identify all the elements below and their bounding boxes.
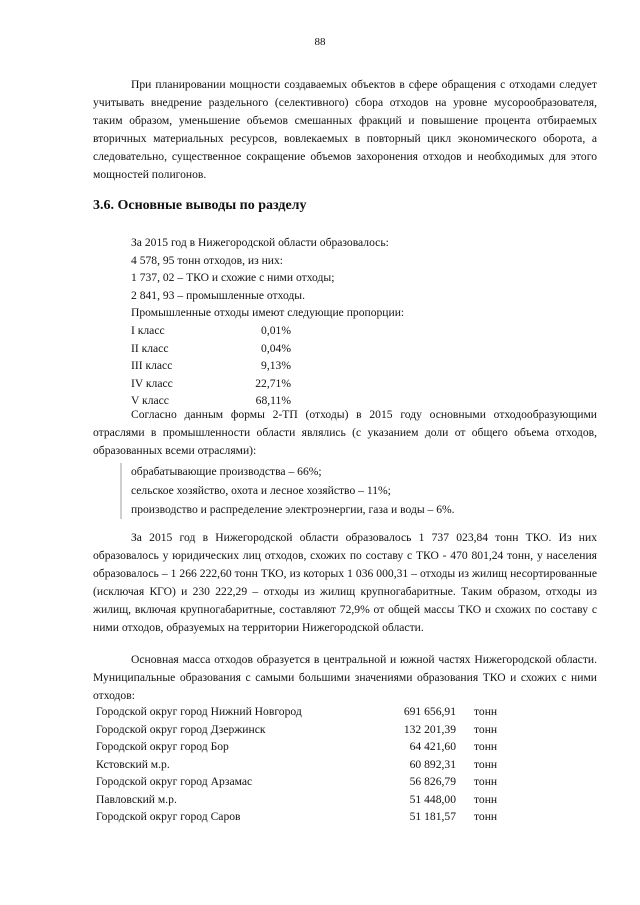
mass-paragraph xyxy=(93,651,597,705)
municipality-value: 691 656,91 xyxy=(403,705,456,718)
hazard-class-row xyxy=(131,340,291,358)
summary-block xyxy=(131,234,404,322)
municipality-unit: тонн xyxy=(474,757,498,771)
tko-paragraph xyxy=(93,529,597,637)
municipality-unit: тонн xyxy=(474,792,498,806)
summary-line: Промышленные отходы имеют следующие пропорции: xyxy=(131,306,405,320)
summary-line: 1 737, 02 – ТКО и схожие с ними отходы; xyxy=(131,271,335,285)
municipality-name: Городской округ город Бор xyxy=(96,740,229,753)
municipality-row xyxy=(96,791,516,809)
margin-bar xyxy=(120,463,122,519)
intro-paragraph-text: При планировании мощности создаваемых объектов в сфере обращения с отходами следует учитывать внедрение раздельного (селективного) сбора отходов на уровне мусорообразователя, таким образом, уменьшение объемов смешанных фракций и повышение процента отбираемых вторичных материальных ресурсов, вовлекаемых в повторный цикл экономического оборота, а следовательно, существенное сокращение объемов захоронения отходов и необходимых для этого мощностей полигонов. xyxy=(93,78,597,181)
hazard-class-table xyxy=(131,322,291,410)
municipality-unit: тонн xyxy=(474,722,498,736)
municipality-table xyxy=(96,703,516,826)
hazard-class-name: IV класс xyxy=(131,376,173,390)
municipality-name: Городской округ город Дзержинск xyxy=(96,722,266,736)
municipality-value: 51 448,00 xyxy=(409,792,456,806)
municipality-name: Городской округ город Нижний Новгород xyxy=(96,705,302,718)
hazard-class-value: 9,13% xyxy=(261,359,291,373)
section-heading: 3.6. Основные выводы по разделу xyxy=(93,198,307,213)
municipality-row xyxy=(96,808,516,826)
form-paragraph-text: Согласно данным формы 2-ТП (отходы) в 2015 году основными отходообразующими отраслями в промышленности области являлись (с указанием доли от общего объема отходов, образованных всеми отраслями): xyxy=(93,408,597,457)
page-number: 88 xyxy=(314,36,326,48)
municipality-value: 60 892,31 xyxy=(409,757,456,771)
municipality-row xyxy=(96,703,516,721)
hazard-class-value: 68,11% xyxy=(255,394,291,408)
industry-item: сельское хозяйство, охота и лесное хозяйство – 11%; xyxy=(131,484,391,497)
municipality-row xyxy=(96,721,516,739)
hazard-class-row xyxy=(131,357,291,375)
municipality-row xyxy=(96,756,516,774)
municipality-value: 56 826,79 xyxy=(409,775,456,788)
hazard-class-row xyxy=(131,322,291,340)
hazard-class-name: I класс xyxy=(131,324,165,337)
municipality-name: Городской округ город Арзамас xyxy=(96,775,253,788)
hazard-class-name: II класс xyxy=(131,341,169,355)
intro-paragraph xyxy=(93,76,597,184)
municipality-name: Городской округ город Саров xyxy=(96,810,241,823)
municipality-unit: тонн xyxy=(474,810,498,823)
municipality-value: 51 181,57 xyxy=(409,810,456,823)
municipality-name: Павловский м.р. xyxy=(96,792,177,806)
hazard-class-value: 0,04% xyxy=(261,341,291,355)
municipality-value: 64 421,60 xyxy=(409,740,456,753)
hazard-class-value: 22,71% xyxy=(255,376,291,390)
hazard-class-value: 0,01% xyxy=(261,324,291,337)
municipality-unit: тонн xyxy=(474,775,498,788)
hazard-class-name: III класс xyxy=(131,359,173,373)
summary-line: 4 578, 95 тонн отходов, из них: xyxy=(131,253,283,267)
industry-item: обрабатывающие производства – 66%; xyxy=(131,465,322,478)
municipality-name: Кстовский м.р. xyxy=(96,757,170,771)
hazard-class-name: V класс xyxy=(131,394,169,408)
summary-line: За 2015 год в Нижегородской области образовалось: xyxy=(131,236,389,249)
tko-paragraph-text: За 2015 год в Нижегородской области образовалось 1 737 023,84 тонн ТКО. Из них образовалось у юридических лиц отходов, схожих по составу с ТКО - 470 801,24 тонн, у населения образовалось – 1 266 222,60 тонн ТКО, из которых 1 036 000,31 – отходы из жилищ несортированные (исключая КГО) и 230 222,29 – отходы из жилищ крупногабаритные. Таким образом, отходы из жилищ, включая крупногабаритные, составляют 72,9% от общей массы ТКО и схожих по составу с ними отходов, образуемых на территории Нижегородской области. xyxy=(93,531,597,634)
industry-item: производство и распределение электроэнергии, газа и воды – 6%. xyxy=(131,503,455,516)
municipality-unit: тонн xyxy=(474,740,498,753)
industry-list xyxy=(131,462,455,519)
municipality-value: 132 201,39 xyxy=(403,722,456,736)
municipality-row xyxy=(96,738,516,756)
summary-line: 2 841, 93 – промышленные отходы. xyxy=(131,288,305,302)
form-paragraph xyxy=(93,406,597,460)
municipality-row xyxy=(96,773,516,791)
hazard-class-row xyxy=(131,375,291,393)
mass-paragraph-text: Основная масса отходов образуется в центральной и южной частях Нижегородской области. Муниципальные образования с самыми большими значениями образования ТКО и схожих с ними отходов: xyxy=(93,653,597,702)
municipality-unit: тонн xyxy=(474,705,498,718)
